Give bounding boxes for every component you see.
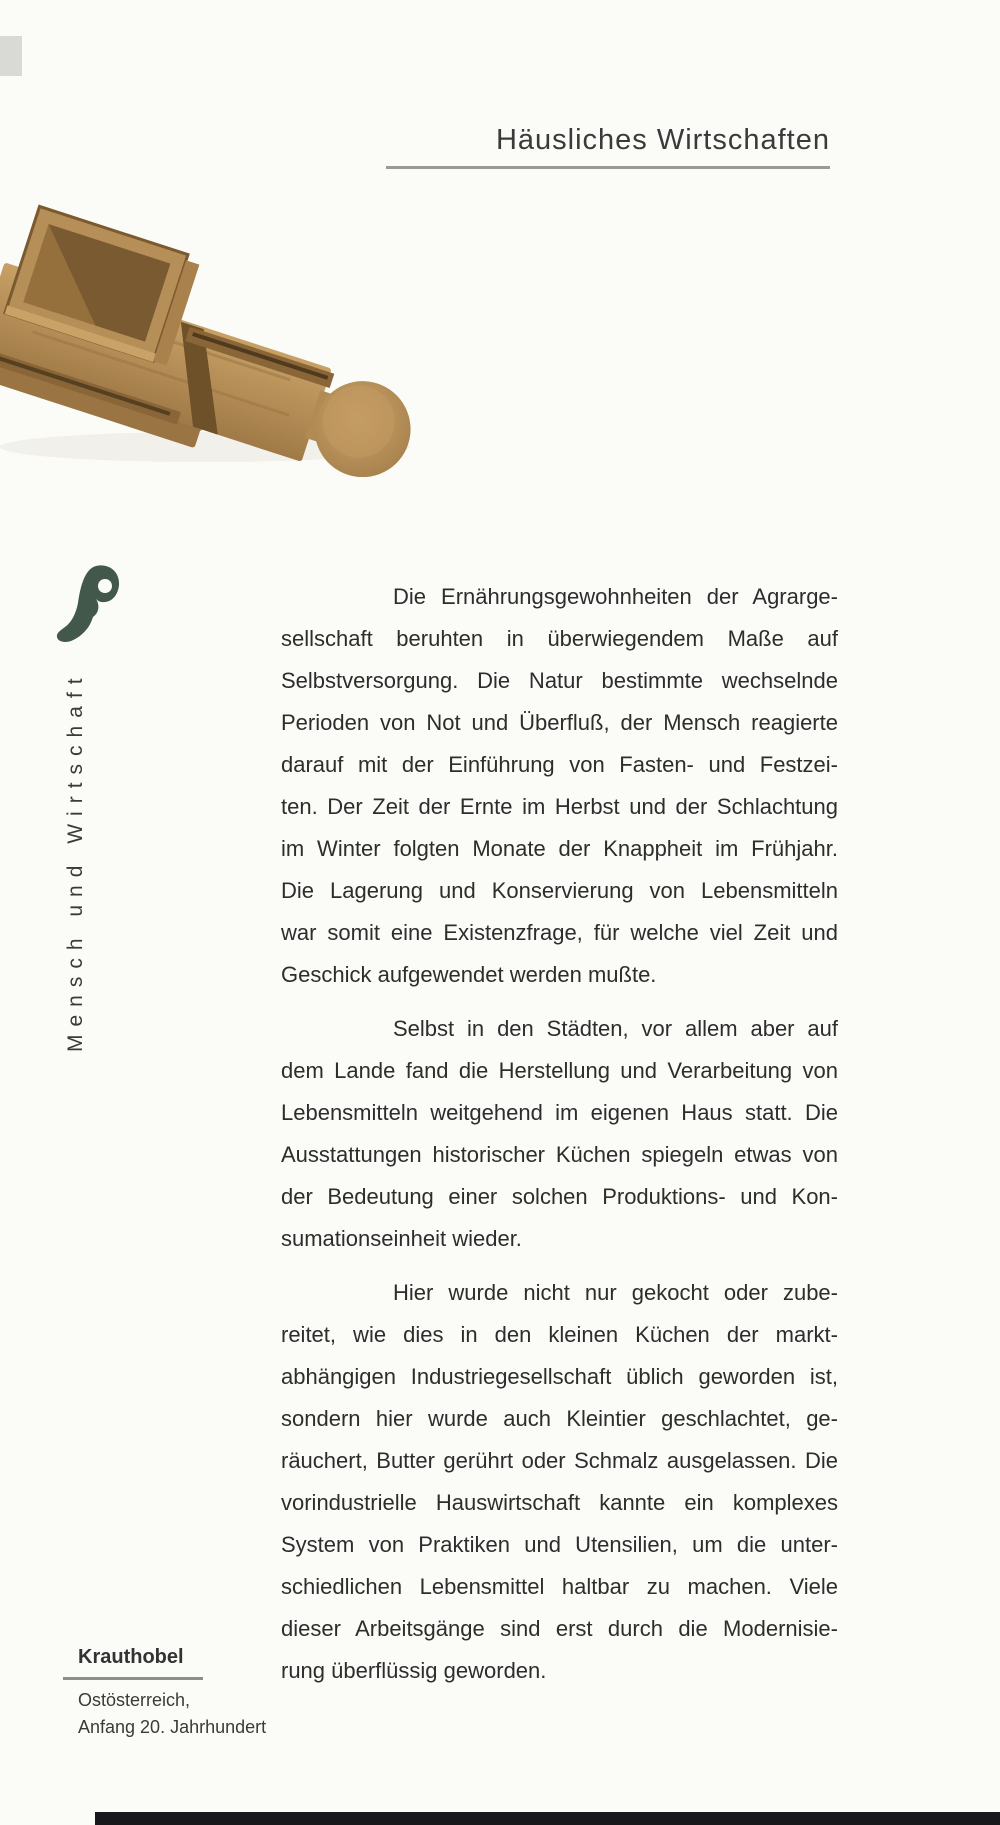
text-line: sumationseinheit wieder. [281, 1226, 522, 1251]
scan-edge-artifact [0, 36, 22, 76]
text-line: Selbst in den Städten, vor allem aber auf [393, 1016, 838, 1041]
text-line: schiedlichen Lebensmittel haltbar zu machen. Viele [281, 1574, 838, 1599]
chapter-label: Mensch und Wirtschaft [64, 670, 87, 1052]
text-line: Ausstattungen historischer Küchen spiegeln etwas von [281, 1142, 838, 1167]
text-line: rung überflüssig geworden. [281, 1658, 547, 1683]
text-line: Geschick aufgewendet werden mußte. [281, 962, 657, 987]
text-line: sondern hier wurde auch Kleintier geschlachtet, ge- [281, 1406, 838, 1431]
page-edge-bar [95, 1812, 1000, 1825]
body-text [281, 576, 838, 1704]
paragraph [281, 576, 838, 996]
text-line: abhängigen Industriegesellschaft üblich geworden ist, [281, 1364, 838, 1389]
caption-origin: Ostösterreich, [78, 1690, 191, 1710]
paragraph [281, 1272, 838, 1692]
text-line: Die Ernährungsgewohnheiten der Agrarge- [393, 584, 838, 609]
text-line: dieser Arbeitsgänge sind erst durch die Modernisie- [281, 1616, 838, 1641]
text-line: dem Lande fand die Herstellung und Verarbeitung von [281, 1058, 838, 1083]
text-line: Selbstversorgung. Die Natur bestimmte wechselnde [281, 668, 838, 693]
text-line: Hier wurde nicht nur gekocht oder zube- [393, 1280, 838, 1305]
text-line: Lebensmitteln weitgehend im eigenen Haus statt. Die [281, 1100, 838, 1125]
krauthobel-photo [0, 165, 470, 477]
paragraph [281, 1008, 838, 1260]
caption-title: Krauthobel [78, 1646, 184, 1668]
text-line: räuchert, Butter gerührt oder Schmalz ausgelassen. Die [281, 1448, 838, 1473]
text-line: war somit eine Existenzfrage, für welche viel Zeit und [281, 920, 838, 945]
text-line: Die Lagerung und Konservierung von Lebensmitteln [281, 878, 838, 903]
krauthobel-illustration [0, 165, 470, 477]
text-line: sellschaft beruhten in überwiegendem Maße auf [281, 626, 838, 651]
text-line: im Winter folgten Monate der Knappheit im Frühjahr. [281, 836, 838, 861]
text-line: Perioden von Not und Überfluß, der Mensch reagierte [281, 710, 838, 735]
photo-caption [63, 1645, 293, 1741]
text-line: reitet, wie dies in den kleinen Küchen der markt- [281, 1322, 838, 1347]
text-line: ten. Der Zeit der Ernte im Herbst und der Schlachtung [281, 794, 838, 819]
text-line: System von Praktiken und Utensilien, um die unter- [281, 1532, 838, 1557]
text-line: vorindustrielle Hauswirtschaft kannte ein komplexes [281, 1490, 838, 1515]
text-line: darauf mit der Einführung von Fasten- und Festzei- [281, 752, 838, 777]
page-title: Häusliches Wirtschaften [495, 124, 830, 156]
chapter-animal-icon [56, 564, 122, 646]
text-line: der Bedeutung einer solchen Produktions- und Kon- [281, 1184, 838, 1209]
caption-rule [63, 1677, 203, 1680]
caption-date: Anfang 20. Jahrhundert [78, 1717, 267, 1737]
